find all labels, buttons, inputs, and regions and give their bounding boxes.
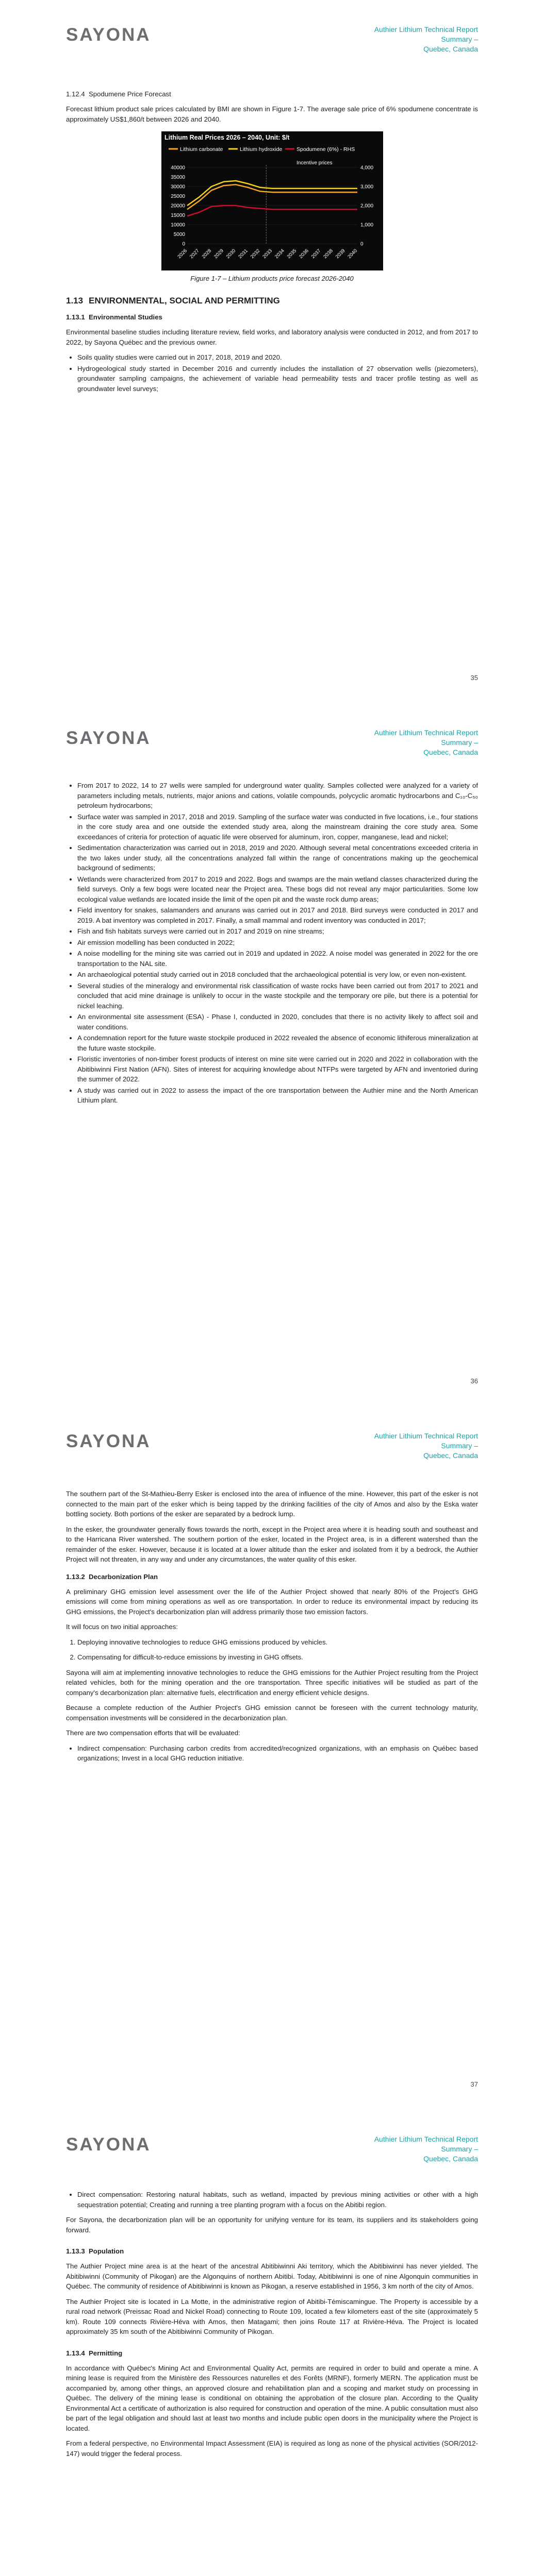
y-axis-right bbox=[360, 165, 373, 247]
legend-entry bbox=[169, 146, 223, 152]
population-paragraph-1: The Authier Project mine area is at the heart of the ancestral Abitibiwinni Aki territory, which the Abitibiwinni has never yielded. The Abitibiwinni (Community of Pikogan) are the Algonquins of northern Abitibi. Today, Abitibiwinni is one of nine Algonquin communities in Québec. The community of residence of Abitibiwinni is known as Pikogan, a reserve established in 1956, 3 km north of the city of Amos. bbox=[66, 2262, 478, 2290]
y-tick-label: 10000 bbox=[170, 222, 185, 228]
page-36-body bbox=[66, 781, 478, 1111]
compensation-list bbox=[66, 1743, 478, 1764]
page-35 bbox=[0, 0, 544, 703]
x-tick-label: 2028 bbox=[201, 248, 212, 260]
compensation-paragraph: Because a complete reduction of the Authier Project's GHG emission cannot be foreseen with the current technology maturity, compensation investments will be considered in the decarbonization plan. bbox=[66, 1704, 478, 1722]
list-item: 1. Deploying innovative technologies to reduce GHG emissions produced by vehicles. bbox=[77, 1637, 478, 1648]
environmental-studies-paragraph: Environmental baseline studies including literature review, field works, and laboratory analysis were conducted in 2012, and from 2017 to 2022, by Sayona Québec and the previous owner. bbox=[66, 328, 478, 346]
x-tick-label: 2034 bbox=[273, 248, 286, 260]
y-tick-label: 40000 bbox=[170, 165, 185, 171]
page-38 bbox=[0, 2110, 544, 2576]
environmental-studies-list bbox=[66, 352, 478, 394]
list-item: • Direct compensation: Restoring natural habitats, such as wetland, impacted by previous mining activities or other with a high sequestration potential; Creating and running a tree planting program with a focus on the Abitibi region. bbox=[77, 2190, 478, 2210]
y-tick-label: 25000 bbox=[170, 194, 185, 199]
sayona-logo: SAYONA bbox=[66, 25, 151, 45]
y-axis-left bbox=[171, 165, 185, 247]
list-item: • Wetlands were characterized from 2017 to 2019 and 2022. Bogs and swamps are the main wetland classes characterized during the field surveys. Only a few bogs were located near the Project area. These bogs did not reveal any major particularities. Some low ecological value wetlands are located inside the limit of the open pit and the waste rock dump areas; bbox=[77, 874, 478, 905]
section-1-13-1-heading: 1.13.1 Environmental Studies bbox=[66, 313, 162, 321]
chart-legend bbox=[169, 146, 355, 152]
y-tick-label: 15000 bbox=[170, 213, 185, 218]
population-paragraph-2: The Authier Project site is located in La Motte, in the administrative region of Abitibi-Témiscamingue. The Property is accessible by a rural road network (Preissac Road and Nickel Road) connecting to Route 109, located a few kilometers east of the site (approximately 5 km). Route 109 connects Rivière-Héva with Amos, then Matagami; then joins Route 117 at Rivière-Héva. The Project is located approximately 35 km south of the Abitibiwinni Community of Pikogan. bbox=[66, 2297, 478, 2335]
legend-label: Spodumene (6%) - RHS bbox=[296, 146, 355, 152]
section-1-13-2-heading: 1.13.2 Decarbonization Plan bbox=[66, 1572, 158, 1581]
series-line bbox=[187, 206, 357, 216]
list-item: • Sedimentation characterization was carried out in 2018, 2019 and 2020. Although several metal concentrations exceeded criteria in the two lakes under study, all the concentrations analyzed fall within the range of concentrations making up the geochemical background of sediments; bbox=[77, 843, 478, 873]
x-tick-label: 2032 bbox=[249, 248, 261, 260]
page-number: 35 bbox=[470, 674, 478, 682]
page-number: 36 bbox=[470, 1377, 478, 1385]
list-item: • Fish and fish habitats surveys were carried out in 2017 and 2019 on nine streams; bbox=[77, 926, 478, 937]
page-number: 37 bbox=[470, 2080, 478, 2088]
list-item: • Hydrogeological study started in December 2016 and currently includes the installation of 27 observation wells (piezometers), groundwater sampling campaigns, the achievement of variable head permeability tests and tracer profile testing as well as groundwater level surveys; bbox=[77, 364, 478, 394]
report-header: Authier Lithium Technical Report Summary – Quebec, Canada bbox=[374, 25, 478, 53]
incentive-prices-annotation: Incentive prices bbox=[296, 160, 332, 166]
list-item: • From 2017 to 2022, 14 to 27 wells were sampled for underground water quality. Samples collected were analyzed for a variety of parameters including metals, nutrients, major anions and cations, volatile compounds, polycyclic aromatic hydrocarbons and C₁₀-C₅₀ petroleum hydrocarbons; bbox=[77, 781, 478, 811]
report-header: Authier Lithium Technical Report Summary – Quebec, Canada bbox=[374, 2135, 478, 2163]
x-axis bbox=[176, 248, 358, 260]
sayona-logo: SAYONA bbox=[66, 2134, 151, 2155]
list-item: • Air emission modelling has been conducted in 2022; bbox=[77, 938, 478, 948]
list-item: • An archaeological potential study carried out in 2018 concluded that the archaeological potential is very low, or even non-existent. bbox=[77, 970, 478, 980]
compensation-efforts-intro: There are two compensation efforts that will be evaluated: bbox=[66, 1729, 240, 1737]
permitting-paragraph-2: From a federal perspective, no Environmental Impact Assessment (EIA) is required as long as none of the physical activities (SOR/2012-147) would trigger the federal process. bbox=[66, 2439, 478, 2458]
legend-label: Lithium hydroxide bbox=[239, 146, 282, 152]
x-tick-label: 2026 bbox=[176, 248, 188, 260]
list-item: • Several studies of the mineralogy and environmental risk classification of waste rocks have been carried out from 2017 to 2021 and concluded that acid mine drainage is unlikely to occur in the waste stockpile and the temporary ore pile, but there is a potential for nickel leaching. bbox=[77, 981, 478, 1011]
sayona-logo: SAYONA bbox=[66, 1431, 151, 1451]
section-1-12-4-heading: 1.12.4 Spodumene Price Forecast bbox=[66, 90, 171, 98]
list-item: • An environmental site assessment (ESA) - Phase I, conducted in 2020, concludes that there is no activity likely to affect soil and water conditions. bbox=[77, 1012, 478, 1032]
legend-entry bbox=[285, 146, 355, 152]
report-header: Authier Lithium Technical Report Summary – Quebec, Canada bbox=[374, 728, 478, 756]
x-tick-label: 2036 bbox=[298, 248, 310, 260]
x-tick-label: 2040 bbox=[346, 248, 358, 260]
list-item: • A noise modelling for the mining site was carried out in 2019 and updated in 2022. A noise model was generated in 2022 for the ore transportation to the NAL site. bbox=[77, 948, 478, 969]
list-item: • A condemnation report for the future waste stockpile produced in 2022 revealed the absence of economic lithiferous mineralization at the future waste stockpile. bbox=[77, 1033, 478, 1053]
x-tick-label: 2027 bbox=[188, 248, 201, 260]
report-header: Authier Lithium Technical Report Summary – Quebec, Canada bbox=[374, 1432, 478, 1460]
y-tick-label: 30000 bbox=[170, 184, 185, 190]
y-tick-label: 35000 bbox=[170, 175, 185, 180]
y-tick-label: 0 bbox=[182, 241, 185, 247]
y-tick-label-right: 0 bbox=[360, 241, 364, 247]
list-item: • Soils quality studies were carried out in 2017, 2018, 2019 and 2020. bbox=[77, 352, 478, 363]
figure-1-7-caption: Figure 1-7 – Lithium products price forecast 2026-2040 bbox=[190, 275, 354, 282]
y-tick-label-right: 3,000 bbox=[360, 184, 373, 190]
list-item: • A study was carried out in 2022 to assess the impact of the ore transportation between the Authier mine and the North American Lithium plant. bbox=[77, 1086, 478, 1106]
x-tick-label: 2030 bbox=[225, 248, 237, 260]
x-tick-label: 2033 bbox=[261, 248, 273, 260]
x-tick-label: 2035 bbox=[286, 248, 298, 260]
direct-compensation-list bbox=[66, 2190, 478, 2210]
approaches-intro: It will focus on two initial approaches: bbox=[66, 1623, 178, 1631]
section-1-13-3-heading: 1.13.3 Population bbox=[66, 2247, 124, 2255]
list-item: 2. Compensating for difficult-to-reduce emissions by investing in GHG offsets. bbox=[77, 1652, 478, 1663]
series-line bbox=[187, 181, 357, 206]
esker-paragraph: The southern part of the St-Mathieu-Berry Esker is enclosed into the area of influence of the mine. However, this part of the esker is not connected to the main part of the esker which is being tapped by the drinking facilities of the city of Amos and also by the Eska water bottling society. Both portions of the esker are separated by a bedrock lump. bbox=[66, 1490, 478, 1518]
page-37 bbox=[0, 1406, 544, 2110]
list-item: • Surface water was sampled in 2017, 2018 and 2019. Sampling of the surface water was conducted in five locations, i.e., four stations in the core study area and one outside the extended study area, along the mainstream draining the core study area. Some exceedances of criteria for protection of aquatic life were observed for aluminum, iron, copper, manganese, lead and nickel; bbox=[77, 812, 478, 842]
y-tick-label-right: 4,000 bbox=[360, 165, 373, 171]
lithium-price-chart bbox=[161, 131, 383, 270]
y-tick-label-right: 1,000 bbox=[360, 222, 373, 228]
technologies-paragraph: Sayona will aim at implementing innovative technologies to reduce the GHG emissions for the Authier Project resulting from the Project related vehicles, both for the mining operation and the ore transportation. Three specific initiatives will be studied as part of the company's decarbonization plan: alternative fuels, electrification and energy efficient vehicle designs. bbox=[66, 1668, 478, 1697]
page-35-body bbox=[66, 90, 478, 399]
groundwater-paragraph: In the esker, the groundwater generally flows towards the north, except in the Project area where it is heading south and southeast and to the Harricana River watershed. The southern portion of the esker, located in the Project area, is in a different watershed than the remainder of the esker. However, because it is located at a lower altitude than the esker and isolated from it by a bedrock, the Authier Project will not threaten, in any way and under any circumstances, the water quality of this esker. bbox=[66, 1525, 478, 1563]
section-1-13-4-heading: 1.13.4 Permitting bbox=[66, 2349, 123, 2357]
page-37-body bbox=[66, 1489, 478, 1769]
legend-entry bbox=[228, 146, 282, 152]
ghg-assessment-paragraph: A preliminary GHG emission level assessment over the life of the Authier Project showed that nearly 80% of the Project's GHG emissions will come from mining operations as well as ore transportation. In order to reduce its environmental impact by reducing its GHG emissions, the Project's decarbonization plan will address primarily those two emission factors. bbox=[66, 1587, 478, 1616]
chart-title: Lithium Real Prices 2026 – 2040, Unit: $/t bbox=[164, 134, 289, 141]
y-tick-label-right: 2,000 bbox=[360, 203, 373, 209]
sayona-logo: SAYONA bbox=[66, 728, 151, 748]
y-tick-label: 20000 bbox=[170, 203, 185, 209]
x-tick-label: 2037 bbox=[310, 248, 322, 260]
section-1-13-heading: 1.13 ENVIRONMENTAL, SOCIAL AND PERMITTING bbox=[66, 296, 280, 306]
permitting-paragraph-1: In accordance with Québec's Mining Act and Environmental Quality Act, permits are required in order to build and operate a mine. A mining lease is required from the Ministère des Ressources naturelles et des Forêts (MRNF), formerly MERN. The application must be accompanied by, among other things, an approved closure and rehabilitation plan and a scoping and market study on processing in Québec. The delivery of the mining lease is conditional on obtaining the approbation of the closure plan. According to the Quality Environmental Act a certificate of authorization is also required for construction and operation of the mine. A public consultation must also be part of the legal obligation and should last at least two months and include public open doors in the municipality where the Project is located. bbox=[66, 2364, 478, 2432]
studies-list bbox=[66, 781, 478, 1106]
page-38-body bbox=[66, 2190, 478, 2464]
approaches-list bbox=[66, 1637, 478, 1663]
decarbonization-opportunity-paragraph: For Sayona, the decarbonization plan will be an opportunity for unifying venture for its team, its suppliers and its stakeholders going forward. bbox=[66, 2216, 478, 2234]
y-tick-label: 5000 bbox=[173, 232, 185, 238]
price-forecast-paragraph: Forecast lithium product sale prices calculated by BMI are shown in Figure 1-7. The average sale price of 6% spodumene concentrate is approximately US$1,860/t between 2026 and 2040. bbox=[66, 105, 478, 123]
x-tick-label: 2039 bbox=[334, 248, 347, 260]
legend-label: Lithium carbonate bbox=[179, 146, 223, 152]
list-item: • Field inventory for snakes, salamanders and anurans was carried out in 2017 and 2018. Bird surveys were conducted in 2017 and 2019. A bat inventory was completed in 2017. Finally, a small mammal and rodent inventory was conducted in 2017; bbox=[77, 905, 478, 925]
list-item: • Floristic inventories of non-timber forest products of interest on mine site were carried out in 2020 and 2022 in collaboration with the Abitibiwinni First Nation (AFN). Sites of interest for acquiring knowledge about NTFPs were targeted by AFN and inventoried during the summer of 2022. bbox=[77, 1054, 478, 1084]
x-tick-label: 2029 bbox=[212, 248, 225, 260]
list-item: • Indirect compensation: Purchasing carbon credits from accredited/recognized organizations, with an emphasis on Québec based organizations; Invest in a local GHG reduction initiative. bbox=[77, 1743, 478, 1764]
x-tick-label: 2038 bbox=[322, 248, 334, 260]
page-36 bbox=[0, 703, 544, 1406]
x-tick-label: 2031 bbox=[237, 248, 249, 260]
